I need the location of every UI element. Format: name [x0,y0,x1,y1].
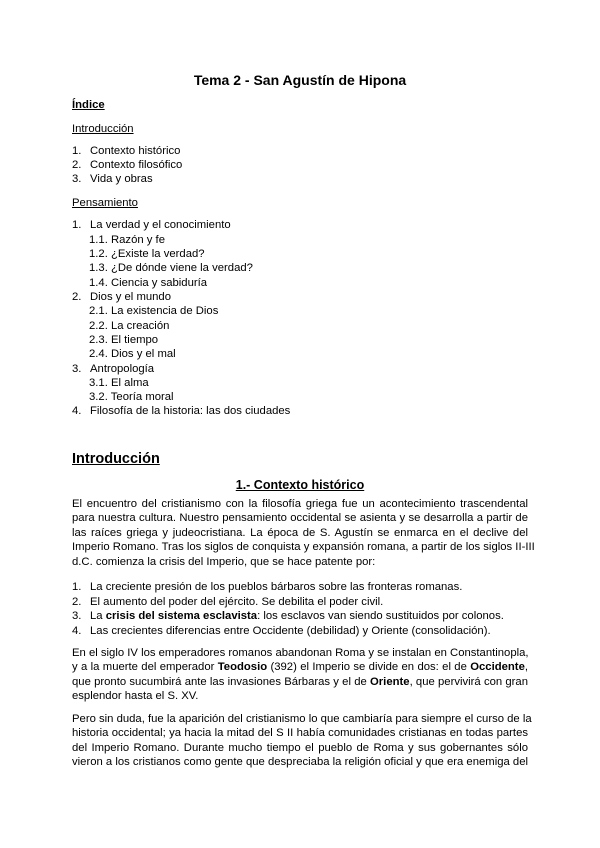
list-item: 2. El aumento del poder del ejército. Se debilita el poder civil. [72,595,384,608]
index-pensamiento-heading: Pensamiento [72,197,138,209]
section-heading: Introducción [72,451,160,467]
list-item: 3. La crisis del sistema esclavista: los esclavos van siendo sustituidos por colonos. [72,610,504,622]
paragraph-line: El encuentro del cristianismo con la filosofía griega fue un acontecimiento trascendental [72,498,528,510]
index-intro-item: 2. Contexto filosófico [72,159,183,171]
paragraph-line: del Imperio Romano. Durante mucho tiempo el pueblo de Roma y sus gobernantes sólo [72,741,528,754]
section-subheading: 1.- Contexto histórico [235,478,365,492]
paragraph-line: y a la muerte del emperador Teodosio (392) el Imperio se divide en dos: el de Occidente, [72,661,528,674]
index-subitem: 1.3. ¿De dónde viene la verdad? [89,262,253,274]
index-intro-item: 3. Vida y obras [72,173,153,185]
index-intro-item: 1. Contexto histórico [72,145,181,157]
index-subitem: 2.4. Dios y el mal [89,348,176,360]
paragraph-line: para nuestra cultura. Nuestro pensamiento occidental se asienta y se desarrolla a partir de [72,512,528,525]
index-subitem: 1.4. Ciencia y sabiduría [89,277,208,289]
index-subitem: 1.2. ¿Existe la verdad? [89,248,205,260]
index-intro-heading: Introducción [72,123,134,135]
paragraph-2 [72,646,528,704]
index-heading: Índice [72,99,105,111]
crisis-list [72,580,504,638]
index-item: 4. Filosofía de la historia: las dos ciudades [72,405,291,417]
index-subitem: 2.2. La creación [89,320,170,332]
paragraph-line: esplendor hasta el S. XV. [72,690,199,703]
paragraph-line: historia occidental; ya hacia la mitad del S II había comunidades cristianas en todas partes [72,727,528,740]
paragraph-line: En el siglo IV los emperadores romanos abandonan Roma y se instalan en Constantinopla, [72,647,529,659]
paragraph-line: vieron a los cristianos como gente que despreciaba la religión oficial y que era enemiga del [72,756,528,769]
paragraph-line: las raíces griega y judeocristiana. La época de S. Agustín se enmarca en el declive del [72,526,528,539]
index-subitem: 2.1. La existencia de Dios [89,305,219,317]
index-item: 2. Dios y el mundo [72,291,171,303]
index-subitem: 1.1. Razón y fe [89,234,165,246]
document-title: Tema 2 - San Agustín de Hipona [193,72,407,88]
paragraph-3 [72,712,532,770]
index-item: 1. La verdad y el conocimiento [72,219,231,231]
list-item: 4. Las crecientes diferencias entre Occidente (debilidad) y Oriente (consolidación). [72,624,491,637]
index-item: 3. Antropología [72,363,155,375]
paragraph-line: que pronto sucumbirá ante las invasiones Bárbaras y el de Oriente, que pervivirá con gran [72,675,529,688]
paragraph-line: Pero sin duda, fue la aparición del cristianismo lo que cambiaría para siempre el curso de la [72,713,532,725]
paragraph-1 [72,497,535,569]
list-item: 1. La creciente presión de los pueblos bárbaros sobre las fronteras romanas. [72,581,463,593]
paragraph-line: d.C. comienza la crisis del Imperio, que se hace patente por: [72,555,376,568]
index-subitem: 2.3. El tiempo [89,334,159,346]
index-subitem: 3.1. El alma [89,377,149,389]
paragraph-line: Imperio Romano. Tras los siglos de conquista y expansión romana, a partir de los siglos II-III [72,541,535,554]
index-subitem: 3.2. Teoría moral [89,391,174,403]
